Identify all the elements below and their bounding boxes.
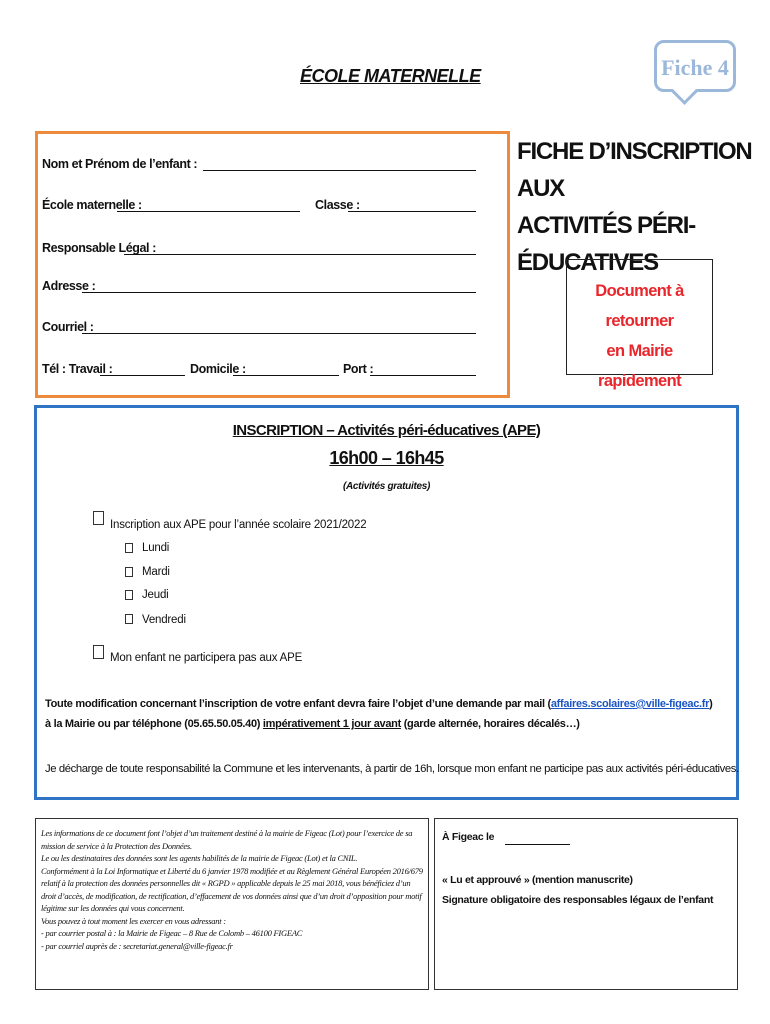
child-name-label: Nom et Prénom de l’enfant : bbox=[42, 157, 198, 171]
privacy-notice-box bbox=[35, 818, 429, 990]
signature-requirement: Signature obligatoire des responsables légaux de l’enfant bbox=[442, 894, 714, 906]
ape-registration-box bbox=[34, 405, 739, 800]
privacy-paragraph: - par courriel auprès de : secretariat.general@ville-figeac.fr bbox=[41, 940, 233, 951]
phone-work-label: Tél : Travail : bbox=[42, 362, 113, 376]
privacy-paragraph: Le ou les destinataires des données sont les agents habilités de la mairie de Figeac (Lot) et la CNIL. bbox=[41, 853, 358, 863]
privacy-paragraph: Vous pouvez à tout moment les exercer en vous adressant : bbox=[41, 915, 226, 926]
return-notice-text bbox=[567, 276, 712, 396]
not-participating-label: Mon enfant ne participera pas aux APE bbox=[110, 652, 303, 664]
fiche-number-tag bbox=[654, 40, 736, 92]
day-label-lundi: Lundi bbox=[142, 542, 170, 554]
class-field[interactable] bbox=[348, 211, 476, 212]
modification-text-2: ) à la Mairie ou par téléphone (05.65.50.05.40) bbox=[45, 698, 713, 730]
address-label: Adresse : bbox=[42, 279, 96, 293]
date-field[interactable] bbox=[505, 844, 570, 845]
privacy-paragraph: Les informations de ce document font l’objet d’un traitement destiné à la mairie de Figeac (Lot) pour l’exercice de sa mission de service à la Protection des Données. bbox=[41, 828, 413, 851]
contact-email-link[interactable]: affaires.scolaires@ville-figeac.fr bbox=[550, 698, 710, 710]
modification-text-3: (garde alternée, horaires décalés…) bbox=[400, 718, 580, 730]
return-notice-line1: Document à retourner bbox=[595, 282, 684, 330]
child-name-field[interactable] bbox=[203, 170, 476, 171]
enroll-checkbox[interactable] bbox=[93, 511, 104, 525]
day-checkbox-lundi[interactable] bbox=[125, 543, 133, 553]
day-checkbox-jeudi[interactable] bbox=[125, 590, 133, 600]
form-title-line1: FICHE D’INSCRIPTION AUX bbox=[517, 138, 752, 202]
privacy-notice-text bbox=[41, 827, 427, 952]
day-checkbox-mardi[interactable] bbox=[125, 567, 133, 577]
day-label-vendredi: Vendredi bbox=[142, 614, 186, 626]
ape-title: INSCRIPTION – Activités péri-éducatives (APE) bbox=[232, 422, 541, 439]
school-title: ÉCOLE MATERNELLE bbox=[300, 66, 481, 86]
modification-text-1: Toute modification concernant l’inscription de votre enfant devra faire l’objet d’une demande par mail ( bbox=[45, 698, 551, 710]
not-participating-checkbox[interactable] bbox=[93, 645, 104, 659]
signature-box bbox=[434, 818, 738, 990]
fiche-number-label: Fiche 4 bbox=[661, 55, 729, 80]
day-checkbox-vendredi[interactable] bbox=[125, 614, 133, 624]
liability-discharge-text: Je décharge de toute responsabilité la Commune et les intervenants, à partir de 16h, lorsque mon enfant ne participe pas aux activités péri-éducatives. bbox=[45, 763, 739, 775]
approval-mention: « Lu et approuvé » (mention manuscrite) bbox=[442, 874, 633, 886]
privacy-paragraph: - par courrier postal à : la Mairie de Figeac – 8 Rue de Colomb – 46100 FIGEAC bbox=[41, 928, 303, 938]
phone-home-field[interactable] bbox=[233, 375, 339, 376]
phone-work-field[interactable] bbox=[100, 375, 185, 376]
place-date-label: À Figeac le bbox=[442, 831, 495, 843]
class-label: Classe : bbox=[315, 198, 360, 212]
modification-deadline: impérativement 1 jour avant bbox=[262, 718, 401, 730]
ape-hours: 16h00 – 16h45 bbox=[329, 448, 444, 468]
school-field[interactable] bbox=[117, 211, 300, 212]
ape-free-note: (Activités gratuites) bbox=[342, 481, 431, 492]
child-info-box bbox=[35, 131, 510, 398]
return-notice-box bbox=[566, 259, 713, 390]
enroll-option-label: Inscription aux APE pour l’année scolaire 2021/2022 bbox=[110, 519, 367, 531]
phone-mobile-label: Port : bbox=[343, 362, 374, 376]
day-label-jeudi: Jeudi bbox=[142, 589, 169, 601]
phone-mobile-field[interactable] bbox=[370, 375, 476, 376]
guardian-label: Responsable Légal : bbox=[42, 241, 156, 255]
address-field[interactable] bbox=[82, 292, 476, 293]
tag-tail bbox=[671, 78, 698, 105]
return-notice-line2: en Mairie rapidement bbox=[598, 342, 681, 390]
modification-notice bbox=[45, 694, 713, 734]
day-label-mardi: Mardi bbox=[142, 566, 170, 578]
privacy-paragraph: Conformément à la Loi Informatique et Liberté du 6 janvier 1978 modifiée et au Règlement Général Européen 2016/679 relatif à la protection des données personnelles dit « RGPD » applicable depuis le 25 mai 2018, vous bénéficiez d’un droit d’accès, de modification, de rectification, d’effacement de vos données ainsi que d’un droit d’opposition pour motif légitime sur les données qui vous concernent. bbox=[41, 865, 423, 913]
guardian-field[interactable] bbox=[124, 254, 476, 255]
phone-home-label: Domicile : bbox=[190, 362, 246, 376]
email-label: Courriel : bbox=[42, 320, 94, 334]
form-title-line2: ACTIVITÉS PÉRI-ÉDUCATIVES bbox=[517, 212, 696, 276]
email-field[interactable] bbox=[82, 333, 476, 334]
school-label: École maternelle : bbox=[42, 198, 142, 212]
